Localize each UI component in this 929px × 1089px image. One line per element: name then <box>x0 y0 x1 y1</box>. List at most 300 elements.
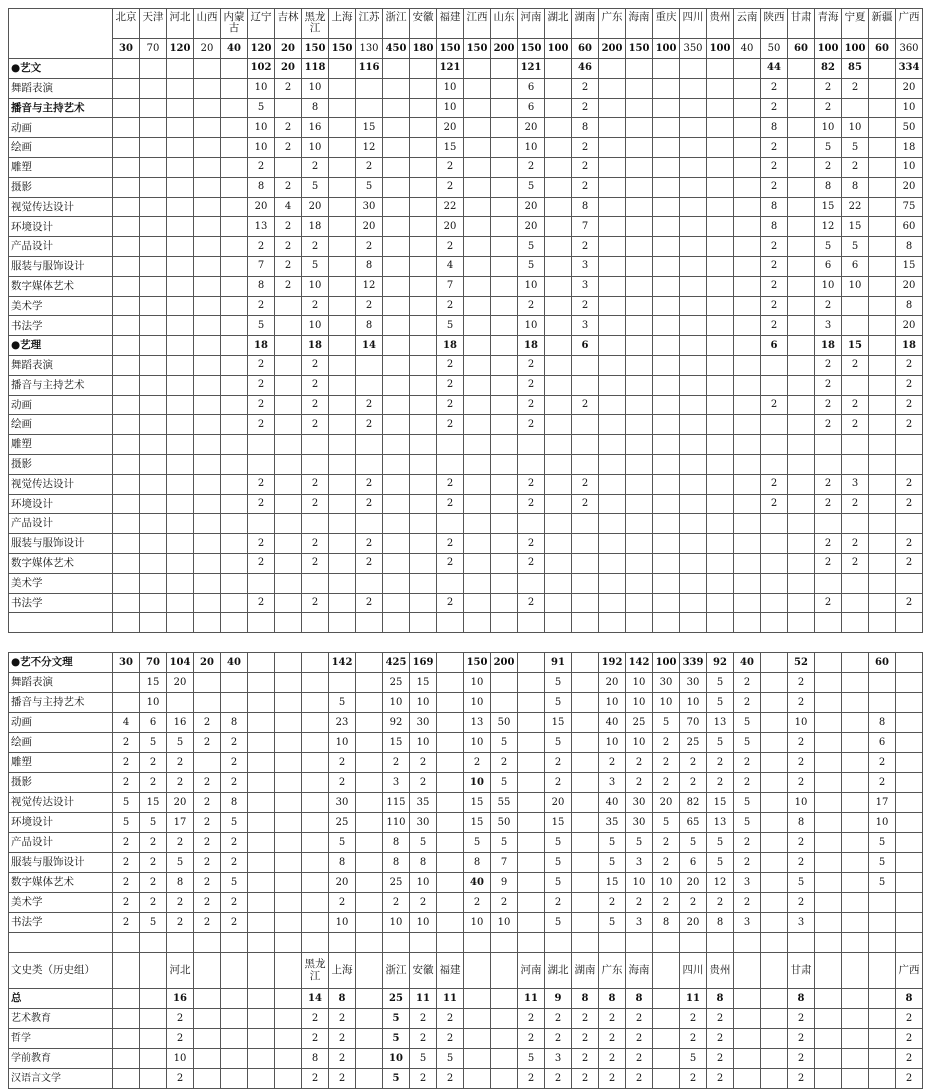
data-cell <box>113 296 140 316</box>
province-header: 北京 <box>113 9 140 39</box>
data-cell <box>842 693 869 713</box>
data-cell <box>707 256 734 276</box>
data-cell: 2 <box>383 753 410 773</box>
data-cell: 5 <box>653 813 680 833</box>
data-cell <box>707 316 734 336</box>
data-cell <box>410 474 437 494</box>
data-cell <box>869 256 896 276</box>
data-cell: 2 <box>680 773 707 793</box>
data-cell: 8 <box>221 713 248 733</box>
data-cell <box>842 1049 869 1069</box>
data-cell: 2 <box>680 1009 707 1029</box>
data-cell <box>410 415 437 435</box>
data-cell <box>221 197 248 217</box>
data-cell <box>545 514 572 534</box>
data-cell <box>167 177 194 197</box>
data-cell: 2 <box>815 296 842 316</box>
data-cell <box>329 98 356 118</box>
data-cell <box>680 553 707 573</box>
data-cell <box>842 713 869 733</box>
data-cell <box>842 454 869 474</box>
data-cell: 2 <box>761 78 788 98</box>
data-cell: 20 <box>356 217 383 237</box>
data-cell: 5 <box>491 733 518 753</box>
data-cell <box>734 256 761 276</box>
data-cell <box>167 573 194 593</box>
data-cell <box>356 733 383 753</box>
data-cell <box>140 98 167 118</box>
data-cell <box>437 435 464 455</box>
data-cell: 2 <box>194 893 221 913</box>
data-cell <box>653 78 680 98</box>
data-cell <box>437 653 464 673</box>
table-row <box>9 316 923 336</box>
row-label: 环境设计 <box>9 813 113 833</box>
data-cell <box>869 375 896 395</box>
data-cell <box>707 118 734 138</box>
data-cell <box>464 1009 491 1029</box>
data-cell: 2 <box>788 753 815 773</box>
data-cell <box>761 514 788 534</box>
data-cell: 11 <box>410 989 437 1009</box>
data-cell <box>572 913 599 933</box>
data-cell: 2 <box>896 593 923 613</box>
data-cell: 2 <box>545 1069 572 1089</box>
data-cell: 2 <box>113 733 140 753</box>
row-label: 美术学 <box>9 296 113 316</box>
data-cell: 23 <box>329 713 356 733</box>
data-cell: 河北 <box>167 953 194 989</box>
data-cell <box>626 494 653 514</box>
data-cell: 2 <box>896 415 923 435</box>
row-label: 书法学 <box>9 316 113 336</box>
data-cell: 60 <box>896 217 923 237</box>
data-cell <box>140 1029 167 1049</box>
data-cell: 2 <box>788 1049 815 1069</box>
data-cell <box>842 573 869 593</box>
data-cell: 2 <box>437 296 464 316</box>
data-cell <box>572 355 599 375</box>
data-cell <box>140 553 167 573</box>
table-row <box>9 296 923 316</box>
data-cell <box>113 336 140 356</box>
data-cell: 3 <box>572 276 599 296</box>
table-row <box>9 913 923 933</box>
table-row <box>9 1049 923 1069</box>
data-cell <box>545 276 572 296</box>
data-cell <box>464 1069 491 1089</box>
data-cell <box>356 913 383 933</box>
data-cell: 18 <box>302 217 329 237</box>
data-cell <box>383 613 410 633</box>
data-cell <box>248 1049 275 1069</box>
data-cell <box>113 118 140 138</box>
data-cell <box>869 454 896 474</box>
province-total: 40 <box>734 39 761 59</box>
data-cell <box>815 853 842 873</box>
data-cell: 85 <box>842 59 869 79</box>
data-cell <box>626 59 653 79</box>
data-cell <box>275 553 302 573</box>
data-cell <box>437 693 464 713</box>
data-cell <box>275 673 302 693</box>
row-label: 美术学 <box>9 573 113 593</box>
data-cell <box>599 256 626 276</box>
data-cell <box>248 673 275 693</box>
data-cell <box>707 375 734 395</box>
data-cell <box>491 217 518 237</box>
data-cell <box>167 375 194 395</box>
data-cell: 22 <box>842 197 869 217</box>
table-lower <box>8 652 923 1089</box>
data-cell <box>437 913 464 933</box>
data-cell <box>734 435 761 455</box>
data-cell: 121 <box>437 59 464 79</box>
data-cell: 2 <box>140 833 167 853</box>
data-cell: 3 <box>545 1049 572 1069</box>
data-cell: 2 <box>761 494 788 514</box>
data-cell <box>599 217 626 237</box>
data-cell <box>140 59 167 79</box>
data-cell <box>896 514 923 534</box>
data-cell <box>329 157 356 177</box>
data-cell <box>653 276 680 296</box>
data-cell <box>626 316 653 336</box>
data-cell: 8 <box>410 853 437 873</box>
data-cell <box>788 217 815 237</box>
data-cell <box>302 673 329 693</box>
data-cell <box>194 474 221 494</box>
data-cell <box>113 59 140 79</box>
data-cell: 10 <box>626 693 653 713</box>
data-cell: 3 <box>572 316 599 336</box>
data-cell: 2 <box>275 256 302 276</box>
data-cell: 2 <box>221 833 248 853</box>
row-label: 艺术教育 <box>9 1009 113 1029</box>
data-cell <box>815 833 842 853</box>
data-cell <box>545 177 572 197</box>
data-cell: 2 <box>896 1009 923 1029</box>
data-cell: 2 <box>275 118 302 138</box>
data-cell <box>653 316 680 336</box>
data-cell <box>842 893 869 913</box>
data-cell <box>599 474 626 494</box>
data-cell <box>788 534 815 554</box>
data-cell <box>329 415 356 435</box>
data-cell: 2 <box>842 494 869 514</box>
data-cell <box>572 933 599 953</box>
data-cell: 20 <box>437 118 464 138</box>
data-cell: 2 <box>167 1029 194 1049</box>
row-label: 舞蹈表演 <box>9 673 113 693</box>
data-cell <box>275 355 302 375</box>
data-cell <box>302 833 329 853</box>
data-cell: 2 <box>113 773 140 793</box>
data-cell <box>518 813 545 833</box>
data-cell: 2 <box>275 138 302 158</box>
data-cell: 甘肃 <box>788 953 815 989</box>
data-cell: 2 <box>599 1029 626 1049</box>
data-cell <box>572 514 599 534</box>
data-cell <box>707 435 734 455</box>
data-cell <box>464 177 491 197</box>
data-cell <box>221 355 248 375</box>
data-cell <box>815 673 842 693</box>
data-cell: 2 <box>464 753 491 773</box>
data-cell <box>140 494 167 514</box>
data-cell <box>167 197 194 217</box>
data-cell <box>599 157 626 177</box>
data-cell <box>221 98 248 118</box>
data-cell <box>518 673 545 693</box>
data-cell: 2 <box>734 693 761 713</box>
data-cell: 20 <box>680 873 707 893</box>
data-cell <box>437 673 464 693</box>
data-cell <box>734 276 761 296</box>
data-cell <box>140 256 167 276</box>
data-cell <box>383 395 410 415</box>
data-cell <box>626 157 653 177</box>
table-row <box>9 435 923 455</box>
data-cell: 10 <box>167 1049 194 1069</box>
data-cell: 2 <box>518 494 545 514</box>
data-cell <box>815 873 842 893</box>
data-cell: 2 <box>248 415 275 435</box>
data-cell: 2 <box>707 1069 734 1089</box>
table-row <box>9 593 923 613</box>
data-cell <box>518 713 545 733</box>
data-cell <box>761 693 788 713</box>
data-cell <box>761 873 788 893</box>
data-cell <box>275 494 302 514</box>
data-cell: 44 <box>761 59 788 79</box>
data-cell <box>815 713 842 733</box>
data-cell <box>869 573 896 593</box>
data-cell <box>356 793 383 813</box>
data-cell: 17 <box>167 813 194 833</box>
data-cell <box>707 553 734 573</box>
table-row <box>9 693 923 713</box>
data-cell <box>410 177 437 197</box>
data-cell: 20 <box>275 59 302 79</box>
data-cell <box>383 78 410 98</box>
data-cell: 2 <box>437 593 464 613</box>
data-cell <box>464 157 491 177</box>
row-label: 数字媒体艺术 <box>9 276 113 296</box>
data-cell: 2 <box>572 237 599 257</box>
data-cell <box>599 435 626 455</box>
table-row <box>9 217 923 237</box>
data-cell: 2 <box>518 474 545 494</box>
data-cell <box>464 953 491 989</box>
data-cell: 10 <box>464 673 491 693</box>
province-header: 山西 <box>194 9 221 39</box>
data-cell <box>842 913 869 933</box>
row-label <box>9 613 113 633</box>
data-cell <box>626 217 653 237</box>
data-cell <box>221 336 248 356</box>
data-cell <box>140 217 167 237</box>
data-cell: 8 <box>707 913 734 933</box>
data-cell <box>869 59 896 79</box>
data-cell <box>653 953 680 989</box>
data-cell: 10 <box>437 78 464 98</box>
data-cell: 湖北 <box>545 953 572 989</box>
data-cell <box>653 138 680 158</box>
row-label: 视觉传达设计 <box>9 793 113 813</box>
data-cell: 2 <box>815 157 842 177</box>
data-cell <box>275 1049 302 1069</box>
data-cell: 11 <box>680 989 707 1009</box>
data-cell <box>869 395 896 415</box>
data-cell <box>680 514 707 534</box>
row-label: 产品设计 <box>9 514 113 534</box>
data-cell: 2 <box>356 237 383 257</box>
data-cell <box>815 573 842 593</box>
data-cell <box>113 157 140 177</box>
data-cell <box>275 1069 302 1089</box>
data-cell <box>167 693 194 713</box>
data-cell <box>653 989 680 1009</box>
province-header: 山东 <box>491 9 518 39</box>
data-cell <box>626 553 653 573</box>
data-cell: 5 <box>518 256 545 276</box>
data-cell <box>248 753 275 773</box>
province-header: 新疆 <box>869 9 896 39</box>
data-cell: 2 <box>275 78 302 98</box>
data-cell: 2 <box>788 773 815 793</box>
data-cell: 2 <box>761 276 788 296</box>
section-summary-row <box>9 59 923 79</box>
data-cell: 8 <box>221 793 248 813</box>
data-cell <box>248 713 275 733</box>
data-cell: 2 <box>788 1069 815 1089</box>
data-cell: 8 <box>707 989 734 1009</box>
data-cell <box>167 593 194 613</box>
row-label: 播音与主持艺术 <box>9 98 113 118</box>
data-cell: 2 <box>572 1009 599 1029</box>
data-cell <box>653 415 680 435</box>
data-cell <box>275 613 302 633</box>
data-cell <box>734 553 761 573</box>
data-cell: 18 <box>248 336 275 356</box>
data-cell <box>815 753 842 773</box>
data-cell <box>356 833 383 853</box>
data-cell <box>221 1049 248 1069</box>
data-cell <box>599 494 626 514</box>
data-cell <box>410 138 437 158</box>
data-cell <box>599 237 626 257</box>
data-cell <box>113 514 140 534</box>
data-cell <box>140 593 167 613</box>
data-cell: 5 <box>734 713 761 733</box>
data-cell: 2 <box>410 1029 437 1049</box>
data-cell <box>707 237 734 257</box>
data-cell: 70 <box>680 713 707 733</box>
data-cell <box>572 573 599 593</box>
data-cell: 3 <box>815 316 842 336</box>
data-cell <box>275 336 302 356</box>
province-total: 360 <box>896 39 923 59</box>
data-cell: 3 <box>599 773 626 793</box>
data-cell: 15 <box>464 793 491 813</box>
data-cell <box>761 534 788 554</box>
data-cell <box>410 316 437 336</box>
data-cell: 2 <box>626 893 653 913</box>
data-cell: 10 <box>464 693 491 713</box>
data-cell: 10 <box>140 693 167 713</box>
data-cell: 2 <box>248 593 275 613</box>
row-label: 雕塑 <box>9 157 113 177</box>
data-cell <box>896 793 923 813</box>
data-cell: 2 <box>356 474 383 494</box>
data-cell <box>221 953 248 989</box>
data-cell <box>140 933 167 953</box>
data-cell <box>329 474 356 494</box>
data-cell <box>329 276 356 296</box>
data-cell <box>356 98 383 118</box>
data-cell <box>842 989 869 1009</box>
data-cell: 5 <box>707 733 734 753</box>
data-cell: 2 <box>437 375 464 395</box>
table-row <box>9 813 923 833</box>
data-cell: 2 <box>302 157 329 177</box>
section-summary-row <box>9 653 923 673</box>
data-cell <box>221 256 248 276</box>
data-cell <box>680 138 707 158</box>
data-cell: 2 <box>437 1029 464 1049</box>
data-cell: 10 <box>383 693 410 713</box>
data-cell <box>248 514 275 534</box>
data-cell <box>599 593 626 613</box>
data-cell <box>248 1029 275 1049</box>
data-cell: 2 <box>437 237 464 257</box>
table-row <box>9 276 923 296</box>
data-cell <box>491 953 518 989</box>
data-cell <box>194 256 221 276</box>
row-label: 动画 <box>9 118 113 138</box>
data-cell <box>383 316 410 336</box>
data-cell: 6 <box>680 853 707 873</box>
data-cell: 91 <box>545 653 572 673</box>
data-cell: 2 <box>788 673 815 693</box>
data-cell <box>680 118 707 138</box>
data-cell: 40 <box>599 793 626 813</box>
data-cell <box>167 296 194 316</box>
data-cell <box>707 217 734 237</box>
data-cell <box>545 933 572 953</box>
data-cell <box>383 118 410 138</box>
data-cell: 2 <box>248 553 275 573</box>
row-label: 美术学 <box>9 893 113 913</box>
data-cell <box>815 773 842 793</box>
data-cell <box>140 435 167 455</box>
data-cell <box>761 793 788 813</box>
data-cell <box>680 59 707 79</box>
province-header: 海南 <box>626 9 653 39</box>
row-label: 绘画 <box>9 138 113 158</box>
data-cell <box>572 693 599 713</box>
data-cell: 2 <box>302 474 329 494</box>
province-header: 内蒙古 <box>221 9 248 39</box>
data-cell: 10 <box>302 276 329 296</box>
data-cell: 18 <box>518 336 545 356</box>
data-cell <box>356 989 383 1009</box>
data-cell <box>761 653 788 673</box>
table-row <box>9 1029 923 1049</box>
data-cell <box>815 989 842 1009</box>
data-cell: 5 <box>869 833 896 853</box>
